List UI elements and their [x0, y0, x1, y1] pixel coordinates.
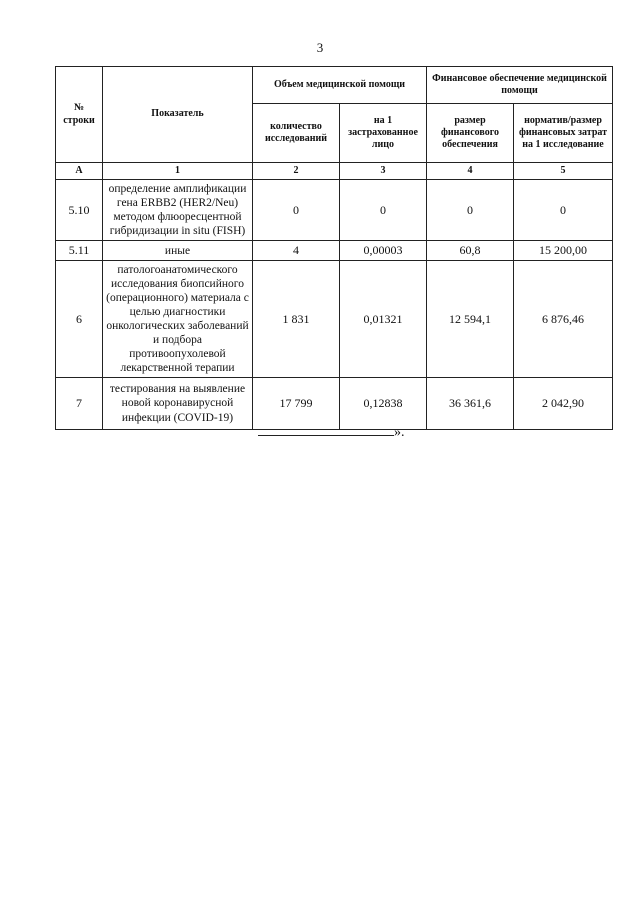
- row-norm: 15 200,00: [514, 241, 613, 261]
- table-row: [56, 241, 613, 261]
- signature-underline: [258, 423, 394, 436]
- row-indicator: определение амплификации гена ERBB2 (HER2/Neu) методом флюоресцентной гибридизации in situ (FISH): [103, 180, 253, 241]
- table-row: [56, 260, 613, 377]
- column-index: 4: [427, 163, 514, 180]
- table-row: [56, 180, 613, 241]
- column-index: 5: [514, 163, 613, 180]
- header-norm-cost: норматив/размер финансовых затрат на 1 исследование: [514, 104, 613, 163]
- row-finance: 0: [427, 180, 514, 241]
- row-count: 0: [253, 180, 340, 241]
- header-finance-size: размер финансового обеспечения: [427, 104, 514, 163]
- closing-line: [258, 423, 405, 441]
- header-indicator: Показатель: [103, 67, 253, 163]
- row-norm: 6 876,46: [514, 260, 613, 377]
- header-count: количество исследований: [253, 104, 340, 163]
- row-norm: 2 042,90: [514, 378, 613, 430]
- header-row-groups: [56, 67, 613, 104]
- row-per-insured: 0,01321: [340, 260, 427, 377]
- header-row-no: № строки: [56, 67, 103, 163]
- row-count: 17 799: [253, 378, 340, 430]
- page-number: 3: [316, 40, 324, 55]
- row-number: 6: [56, 260, 103, 377]
- closing-quote: ».: [394, 425, 405, 440]
- column-index: А: [56, 163, 103, 180]
- row-per-insured: 0,00003: [340, 241, 427, 261]
- row-number: 5.10: [56, 180, 103, 241]
- row-finance: 60,8: [427, 241, 514, 261]
- row-number: 5.11: [56, 241, 103, 261]
- row-per-insured: 0,12838: [340, 378, 427, 430]
- row-indicator: тестирования на выявление новой коронавирусной инфекции (COVID-19): [103, 378, 253, 430]
- row-indicator: патологоанатомического исследования биопсийного (операционного) материала с целью диагностики онкологических заболеваний и подбора противоопухолевой лекарственной терапии: [103, 260, 253, 377]
- column-index: 1: [103, 163, 253, 180]
- row-per-insured: 0: [340, 180, 427, 241]
- column-index: 3: [340, 163, 427, 180]
- row-indicator: иные: [103, 241, 253, 261]
- column-index: 2: [253, 163, 340, 180]
- column-index-row: [56, 163, 613, 180]
- header-per-insured: на 1 застрахованное лицо: [340, 104, 427, 163]
- row-count: 1 831: [253, 260, 340, 377]
- header-volume-group: Объем медицинской помощи: [253, 67, 427, 104]
- row-finance: 12 594,1: [427, 260, 514, 377]
- row-norm: 0: [514, 180, 613, 241]
- table-row: [56, 378, 613, 430]
- row-count: 4: [253, 241, 340, 261]
- medical-assistance-table: [55, 66, 613, 430]
- row-finance: 36 361,6: [427, 378, 514, 430]
- row-number: 7: [56, 378, 103, 430]
- header-finance-group: Финансовое обеспечение медицинской помощи: [427, 67, 613, 104]
